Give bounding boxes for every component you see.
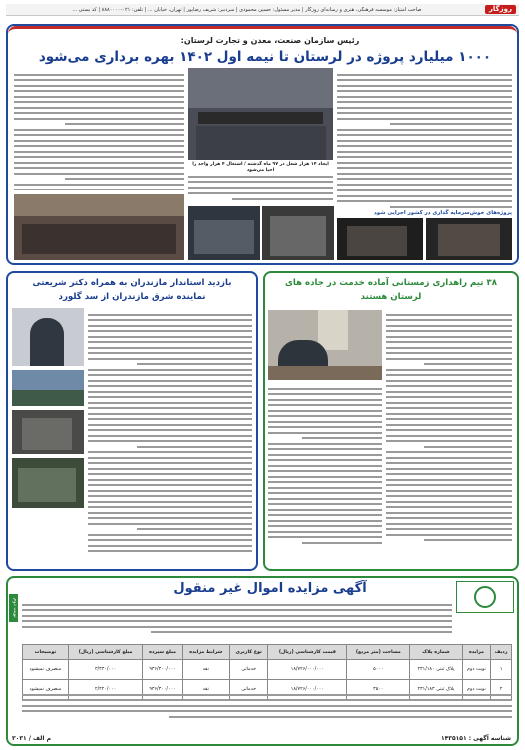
table-cell: ۹۳۶/۳۰۰/۰۰۰ xyxy=(143,660,182,680)
masthead-info: صاحب امتیاز: موسسه فرهنگی، هنری و رسانه‌ای روزگار | مدیر مسئول: حسین محمودی | سردبیر: شریف رضاپور | تهران، خیابان ... | تلفن: ۰۲۱-۸۸۸۰۰۰۰ | کد پستی ... xyxy=(72,6,422,13)
table-cell: خدماتی xyxy=(229,680,268,700)
table-cell: پلاک ثبتی ۲۳۱/۱۸۳ xyxy=(410,680,462,700)
ad-number: شناسه آگهی : ۱۴۳۵۱۵۱ xyxy=(440,735,511,742)
officials-photo-1 xyxy=(188,206,260,260)
col-header-price: قیمت کارشناسی (ریال) xyxy=(268,645,347,660)
auction-table-header xyxy=(23,645,512,660)
table-cell: ۵۰۰۰ xyxy=(347,660,410,680)
col-header-index: ردیف xyxy=(491,645,512,660)
top-right-text-column xyxy=(337,70,512,210)
right-article-title-line2: لرستان هستند xyxy=(360,292,422,302)
table-cell: ۹۳۶/۳۰۰/۰۰۰ xyxy=(143,680,182,700)
auction-title: آگهی مزایده اموال غیر منقول xyxy=(173,581,367,596)
left-article-text xyxy=(88,310,252,560)
table-cell: ۳/۳۳۰/۰۰۰ xyxy=(68,660,143,680)
officials-photo-2 xyxy=(262,206,334,260)
auction-intro-text xyxy=(22,600,452,640)
dam-visit-photo-2 xyxy=(12,458,84,508)
table-cell: ۱۸/۷۲۶/۰۰۰/۰۰۰ xyxy=(268,660,347,680)
table-cell: خدماتی xyxy=(229,660,268,680)
conference-photo-caption: ایجاد ۱۴ هزار شغل در ۹۷ ماه گذشته / اشتغال ۴ هزار واحد را احیا می‌شود xyxy=(192,162,329,173)
col-header-area: مساحت (متر مربع) xyxy=(347,645,410,660)
table-cell: منصرف نمیشود xyxy=(23,680,69,700)
right-article-title-line1: ۳۸ تیم راهداری زمستانی آماده خدمت در جاده های xyxy=(284,278,498,288)
col-header-deposit: مبلغ سپرده xyxy=(143,645,182,660)
top-article-subhead: پروژه‌های خوش‌سرمایه گذاری در کشور اجرایی شود xyxy=(374,210,512,216)
top-left-text-column xyxy=(14,70,184,190)
dam-visit-photo-1 xyxy=(12,410,84,454)
left-article-title-line1: بازدید استاندار مازندران به همراه دکتر شریعتی xyxy=(32,278,232,288)
table-cell: نوبت دوم xyxy=(462,660,491,680)
table-cell: منصرف نمیشود xyxy=(23,660,69,680)
right-article-text-right xyxy=(386,310,512,564)
table-cell: ۱۸/۷۲۶/۰۰۰/۰۰۰ xyxy=(268,680,347,700)
masthead xyxy=(6,4,519,16)
meeting-hall-photo xyxy=(14,194,184,260)
table-cell: پلاک ثبتی ۲۳۱/۱۸۰ xyxy=(410,660,462,680)
night-visit-photo-1 xyxy=(337,218,423,260)
auction-round-badge: نوبت دوم xyxy=(9,594,18,622)
top-article-headline: ۱۰۰۰ میلیارد پروژه در لرستان تا نیمه اول ۱۴۰۲ بهره برداری می‌شود xyxy=(38,49,492,65)
col-header-round: مزایده xyxy=(462,645,491,660)
table-cell: ۱ xyxy=(491,660,512,680)
ministry-emblem-icon xyxy=(456,581,514,613)
table-cell: ۳۵۰۰ xyxy=(347,680,410,700)
right-article-text-left xyxy=(268,384,382,564)
top-article-kicker: رئیس سازمان صنعت، معدن و تجارت لرستان: xyxy=(180,36,360,45)
governor-portrait-photo xyxy=(12,308,84,366)
table-cell: نقد xyxy=(182,660,229,680)
conference-photo xyxy=(188,68,333,160)
col-header-plate: شماره پلاک xyxy=(410,645,462,660)
newspaper-logo: روزگار xyxy=(485,5,516,14)
top-middle-text-column xyxy=(188,172,333,202)
table-cell: ۲ xyxy=(491,680,512,700)
table-cell: نقد xyxy=(182,680,229,700)
auction-conditions-text xyxy=(22,690,512,732)
col-header-terms: شرایط مزایده xyxy=(182,645,229,660)
night-visit-photo-2 xyxy=(426,218,512,260)
table-row xyxy=(23,660,512,680)
left-article-title-line2: نماینده شرق مازندران از سد گلورد xyxy=(58,292,206,302)
dam-photo xyxy=(12,370,84,406)
table-cell: ۲/۴۲۰/۰۰۰ xyxy=(68,680,143,700)
road-official-photo xyxy=(268,310,382,380)
col-header-usage: نوع کاربری xyxy=(229,645,268,660)
ad-code: م الف / ۳۰۳۱ xyxy=(12,735,51,742)
col-header-notes: توضیحات xyxy=(23,645,69,660)
col-header-expert: مبلغ کارشناسی (ریال) xyxy=(68,645,143,660)
table-cell: نوبت دوم xyxy=(462,680,491,700)
